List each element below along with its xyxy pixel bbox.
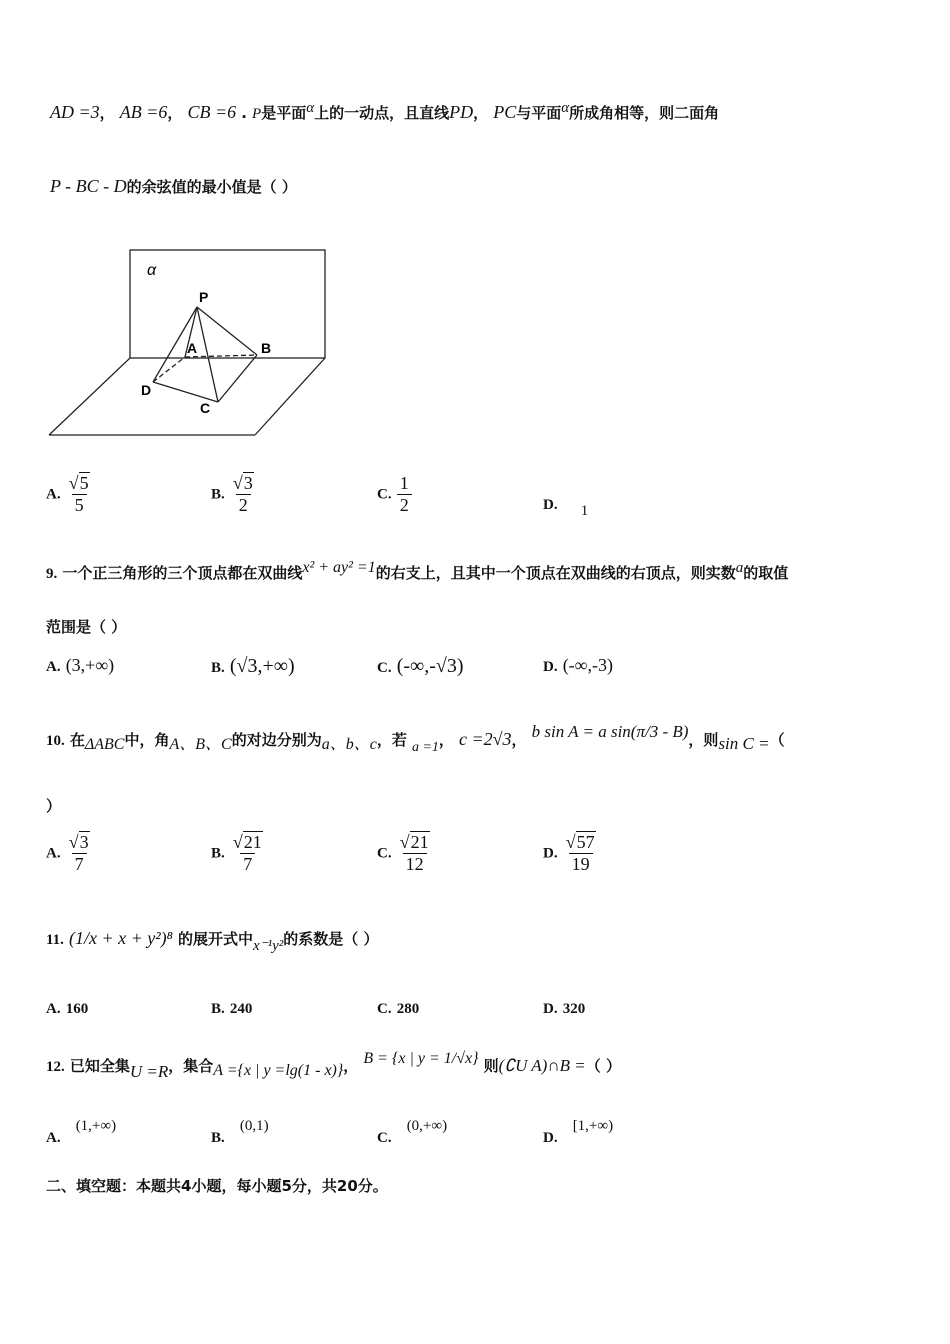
label-alpha: α [147, 262, 157, 279]
label-b: B [261, 340, 272, 356]
label-c: C [200, 400, 211, 416]
q12-option-a[interactable]: A. (1,+∞) [46, 1118, 117, 1146]
q12-option-d[interactable]: D. [1,+∞) [543, 1118, 614, 1146]
q10-option-d[interactable]: D. $\frac{√57}{19}$ [543, 832, 595, 874]
q10-option-c[interactable]: C. $\frac{√21}{12}$ [377, 832, 429, 874]
q9-option-a[interactable]: A. (3,+∞) [46, 655, 115, 675]
q8-option-d[interactable]: D. 1 [543, 497, 589, 519]
q11-option-b[interactable]: B. 240 [211, 1001, 253, 1017]
label-a: A [187, 340, 198, 356]
q10-option-b[interactable]: B. $\frac{√21}{7}$ [211, 832, 262, 874]
q10-line1: 10. 在ΔABC中，角A、B、C的对边分别为a、b、c，若 a =1， c =2√3， b sin A = a sin(π/3 - B)，则sin C =（ [46, 722, 785, 755]
set-b: B = {x | y = 1/√x} [363, 1050, 479, 1067]
q10-line2: ） [46, 797, 62, 815]
q8-option-c[interactable]: C. $\frac{1}{2}$ [377, 473, 412, 515]
q9-option-c[interactable]: C. (-∞,-√3) [377, 655, 464, 677]
pyramid-figure [45, 245, 345, 445]
q9-line1: 9. 一个正三角形的三个顶点都在双曲线x² + ay² =1的右支上，且其中一个顶点在双曲线的右顶点，则实数a的取值 [46, 559, 789, 582]
q12-number: 12. [46, 1059, 65, 1075]
label-p: P [199, 289, 209, 305]
q12-option-c[interactable]: C. (0,+∞) [377, 1118, 448, 1146]
q8-line1: AD =3， AB =6， CB =6 . P是平面α上的一动点，且直线PD， PC与平面α所成角相等，则二面角 [50, 100, 720, 122]
cond-ab: AB =6 [119, 102, 168, 122]
equation: b sin A = a sin(π/3 - B) [531, 722, 689, 741]
q10-option-a[interactable]: A. $\frac{√3}{7}$ [46, 832, 89, 874]
q8-option-a[interactable]: A. $\frac{√5}{5}$ [46, 473, 89, 515]
q9-option-d[interactable]: D. (-∞,-3) [543, 655, 613, 675]
q9-line2: 范围是（ ） [46, 618, 127, 636]
q12-line: 12. 已知全集U =R，集合A ={x | y =lg(1 - x)}， B = {x | y = 1/√x} 则(∁U A)∩B =（ ） [46, 1050, 621, 1081]
expansion-expr: (1/x + x + y²)⁸ [69, 928, 173, 948]
q12-option-b[interactable]: B. (0,1) [211, 1118, 269, 1146]
q10-number: 10. [46, 733, 65, 749]
q8-line2: P - BC - D的余弦值的最小值是（ ） [50, 176, 297, 196]
q11-number: 11. [46, 932, 64, 948]
section-heading: 二、填空题：本题共4小题，每小题5分，共20分。 [46, 1177, 388, 1195]
q9-option-b[interactable]: B. (√3,+∞) [211, 655, 295, 677]
dihedral: P - BC - D [50, 176, 127, 196]
cond-cb: CB =6 [187, 102, 237, 122]
cond-ad: AD =3 [50, 102, 100, 122]
q11-option-c[interactable]: C. 280 [377, 1001, 420, 1017]
q11-option-d[interactable]: D. 320 [543, 1001, 586, 1017]
label-d: D [141, 382, 152, 398]
q8-option-b[interactable]: B. $\frac{√3}{2}$ [211, 473, 253, 515]
q11-option-a[interactable]: A. 160 [46, 1001, 89, 1017]
set-a: A ={x | y =lg(1 - x)} [213, 1062, 344, 1079]
q11-line: 11. (1/x + x + y²)⁸ 的展开式中x⁻¹y²的系数是（ ） [46, 928, 379, 954]
q9-number: 9. [46, 566, 58, 582]
hyperbola: x² + ay² =1 [302, 559, 376, 576]
